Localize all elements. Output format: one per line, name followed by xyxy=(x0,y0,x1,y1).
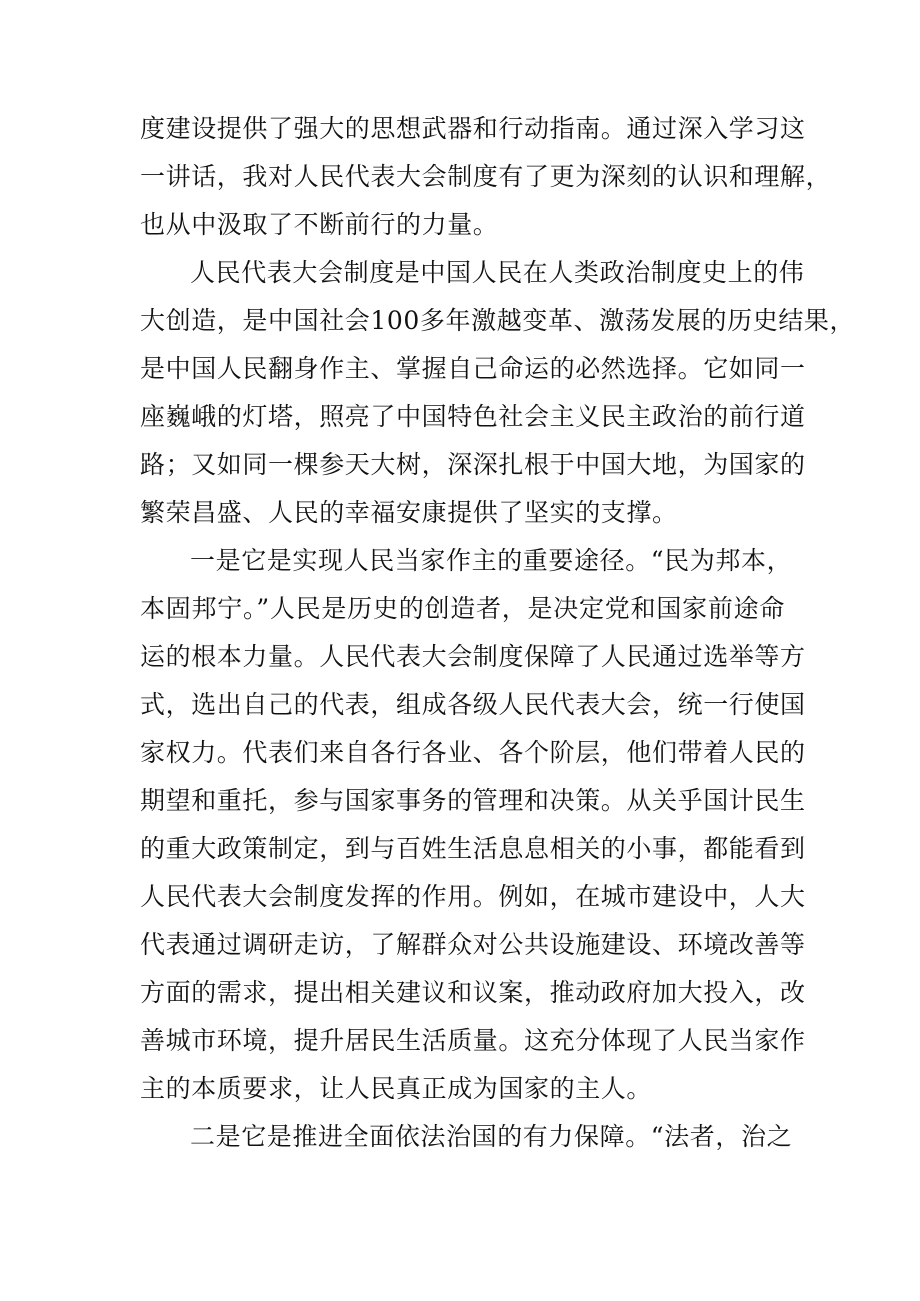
paragraph-start-line: 二是它是推进全面依法治国的有力保障。“法者，治之 xyxy=(190,1122,793,1151)
text-line: 的重大政策制定，到与百姓生活息息相关的小事，都能看到 xyxy=(140,834,806,863)
text-line: 也从中汲取了不断前行的力量。 xyxy=(140,210,499,239)
text-line: 运的根本力量。人民代表大会制度保障了人民通过选举等方 xyxy=(140,642,806,671)
text-line: 式，选出自己的代表，组成各级人民代表大会，统一行使国 xyxy=(140,690,806,719)
text-line: 方面的需求，提出相关建议和议案，推动政府加大投入，改 xyxy=(140,978,806,1007)
text-line: 座巍峨的灯塔，照亮了中国特色社会主义民主政治的前行道 xyxy=(140,402,806,431)
paragraph-start-line: 人民代表大会制度是中国人民在人类政治制度史上的伟 xyxy=(190,258,805,287)
paragraph-start-line: 一是它是实现人民当家作主的重要途径。“民为邦本， xyxy=(190,546,793,575)
text-line: 是中国人民翻身作主、掌握自己命运的必然选择。它如同一 xyxy=(140,354,806,383)
text-line: 繁荣昌盛、人民的幸福安康提供了坚实的支撑。 xyxy=(140,498,678,527)
text-line: 善城市环境，提升居民生活质量。这充分体现了人民当家作 xyxy=(140,1026,806,1055)
text-line: 本固邦宁。”人民是历史的创造者，是决定党和国家前途命 xyxy=(140,594,785,623)
text-line: 期望和重托，参与国家事务的管理和决策。从关乎国计民生 xyxy=(140,786,806,815)
text-line: 代表通过调研走访，了解群众对公共设施建设、环境改善等 xyxy=(140,930,806,959)
text-line: 路；又如同一棵参天大树，深深扎根于中国大地，为国家的 xyxy=(140,450,806,479)
text-line: 主的本质要求，让人民真正成为国家的主人。 xyxy=(140,1074,653,1103)
body-text xyxy=(140,105,856,1161)
text-line: 人民代表大会制度发挥的作用。例如，在城市建设中，人大 xyxy=(140,882,806,911)
text-line: 大创造，是中国社会100多年激越变革、激荡发展的历史结果， xyxy=(140,306,856,335)
text-line: 一讲话，我对人民代表大会制度有了更为深刻的认识和理解， xyxy=(140,162,832,191)
text-line: 家权力。代表们来自各行各业、各个阶层，他们带着人民的 xyxy=(140,738,806,767)
text-line: 度建设提供了强大的思想武器和行动指南。通过深入学习这 xyxy=(140,114,806,143)
